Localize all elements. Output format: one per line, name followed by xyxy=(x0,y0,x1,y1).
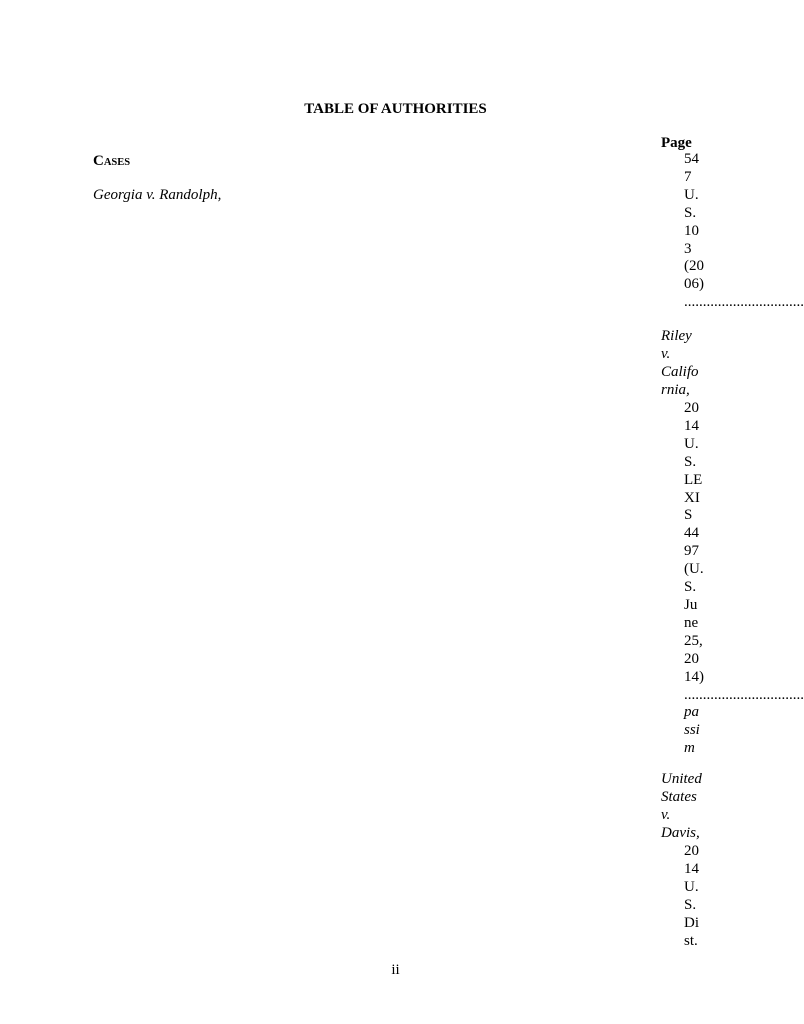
case-name-davis xyxy=(661,771,702,843)
citation-line: S. xyxy=(684,896,697,913)
page-ref-line: m xyxy=(684,740,695,757)
case-name-riley xyxy=(661,328,699,400)
citation-line: 14 xyxy=(684,417,699,434)
dot-leader: ................................ xyxy=(684,294,804,311)
page-ref-line: ssi xyxy=(684,722,700,739)
citation-line: 10 xyxy=(684,222,699,239)
citation-line: 54 xyxy=(684,151,699,167)
section-heading-initial: C xyxy=(93,153,104,169)
case-name-georgia: Georgia v. Randolph, xyxy=(93,187,222,203)
case-name-line: Riley xyxy=(661,328,692,344)
page-title: TABLE OF AUTHORITIES xyxy=(304,101,487,117)
citation-line: (U. xyxy=(684,561,704,578)
case-name-line: Davis, xyxy=(661,824,700,841)
citation-georgia xyxy=(684,151,804,312)
citation-line: 20 xyxy=(684,843,699,859)
citation-line: Di xyxy=(684,914,699,931)
citation-line: 06) xyxy=(684,276,704,293)
citation-line: U. xyxy=(684,878,699,895)
page-column-heading: Page xyxy=(661,135,692,151)
citation-line: U. xyxy=(684,435,699,452)
section-heading-rest: ASES xyxy=(103,157,131,168)
dot-leader: ................................ xyxy=(684,686,804,703)
section-heading-cases xyxy=(93,152,130,172)
citation-line: Ju xyxy=(684,596,698,613)
case-name-line: Califo xyxy=(661,363,699,380)
citation-riley xyxy=(684,400,804,758)
citation-line: 14 xyxy=(684,860,699,877)
citation-line: 97 xyxy=(684,543,699,560)
citation-line: ne xyxy=(684,614,699,631)
citation-line: U. xyxy=(684,186,699,203)
citation-line: S. xyxy=(684,579,697,596)
page-number: ii xyxy=(391,962,400,978)
citation-line: S. xyxy=(684,453,697,470)
case-name-line: States xyxy=(661,788,697,805)
citation-line: LE xyxy=(684,471,703,488)
citation-line: 7 xyxy=(684,168,692,185)
citation-line: S. xyxy=(684,204,697,221)
citation-line: 14) xyxy=(684,668,704,685)
case-name-line: v. xyxy=(661,806,671,823)
citation-line: 25, xyxy=(684,632,703,649)
citation-line: 20 xyxy=(684,650,699,667)
citation-line: st. xyxy=(684,932,698,949)
citation-line: 3 xyxy=(684,240,692,257)
case-name-line: rnia, xyxy=(661,381,690,398)
citation-line: XI xyxy=(684,489,700,506)
citation-line: (20 xyxy=(684,258,704,275)
citation-line: 20 xyxy=(684,400,699,416)
case-name-line: United xyxy=(661,771,702,787)
citation-line: 44 xyxy=(684,525,699,542)
page-ref-line: pa xyxy=(684,704,699,721)
case-name-line: v. xyxy=(661,345,671,362)
citation-davis xyxy=(684,843,699,950)
citation-line: S xyxy=(684,507,693,524)
